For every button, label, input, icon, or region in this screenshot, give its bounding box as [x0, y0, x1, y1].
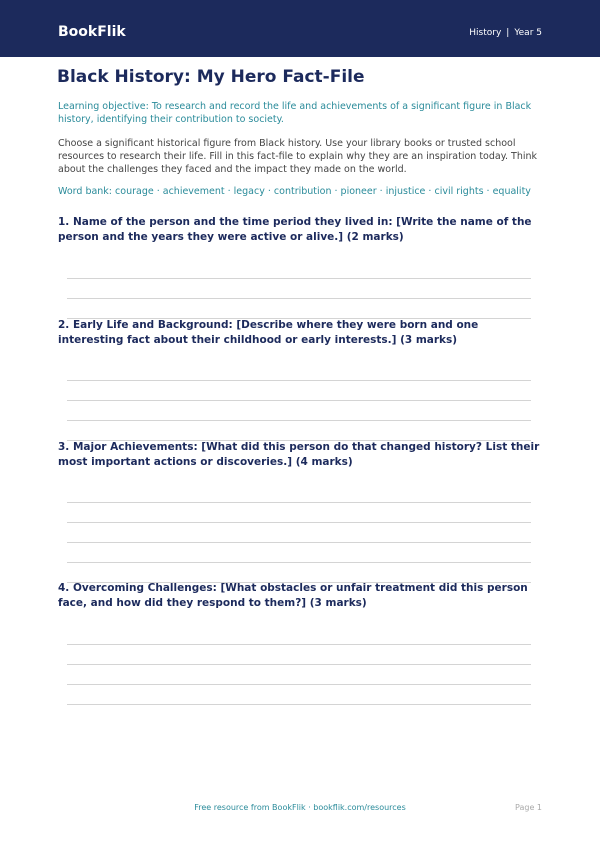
- footer-credit[interactable]: Free resource from BookFlik · bookflik.com/resources: [194, 803, 406, 812]
- answer-line[interactable]: [67, 400, 531, 401]
- learning-objective: Learning objective: To research and record the life and achievements of a significant figure in Black history, identifying their contribution to society.: [58, 101, 532, 125]
- instructions-text: Choose a significant historical figure from Black history. Use your library books or trusted school resources to research their life. Fill in this fact-file to explain why they are an inspiration today. Think about the challenges they faced and the impact they made on the world.: [58, 138, 538, 175]
- page-title: Black History: My Hero Fact-File: [57, 67, 365, 87]
- answer-line[interactable]: [67, 420, 531, 421]
- answer-line[interactable]: [67, 502, 531, 503]
- answer-line[interactable]: [67, 644, 531, 645]
- answer-line[interactable]: [67, 704, 531, 705]
- brand-logo[interactable]: BookFlik: [58, 24, 126, 40]
- answer-line[interactable]: [67, 298, 531, 299]
- answer-line[interactable]: [67, 542, 531, 543]
- answer-line[interactable]: [67, 562, 531, 563]
- word-bank: Word bank: courage · achievement · legacy · contribution · pioneer · injustice · civil rights · equality: [58, 186, 531, 197]
- answer-line[interactable]: [67, 522, 531, 523]
- answer-line[interactable]: [67, 278, 531, 279]
- answer-line[interactable]: [67, 380, 531, 381]
- breadcrumb-subject: History: [469, 28, 502, 38]
- page-number: Page 1: [515, 803, 542, 812]
- breadcrumb: [469, 26, 542, 40]
- header-bar: [0, 0, 600, 57]
- question-1: 1. Name of the person and the time period they lived in: [Write the name of the person and the years they were active or alive.] (2 marks): [58, 216, 532, 243]
- answer-line[interactable]: [67, 664, 531, 665]
- breadcrumb-year: Year 5: [514, 28, 542, 38]
- breadcrumb-separator: |: [506, 28, 510, 38]
- question-4: 4. Overcoming Challenges: [What obstacles or unfair treatment did this person face, and how did they respond to them?] (3 marks): [58, 582, 528, 609]
- question-2: 2. Early Life and Background: [Describe where they were born and one interesting fact about their childhood or early interests.] (3 marks): [58, 319, 479, 346]
- question-3: 3. Major Achievements: [What did this person do that changed history? List their most important actions or discoveries.] (4 marks): [58, 441, 540, 468]
- answer-line[interactable]: [67, 684, 531, 685]
